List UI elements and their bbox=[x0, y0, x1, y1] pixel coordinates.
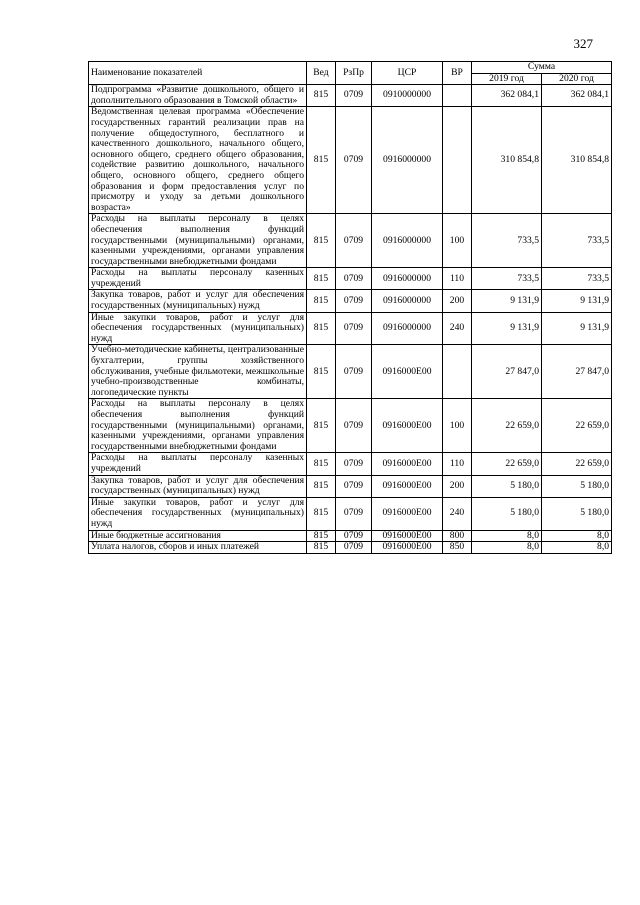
row-vr: 240 bbox=[443, 497, 472, 530]
row-name: Расходы на выплаты персоналу в целях обеспечения выполнения функций государственными (муниципальными) органами, казенными учреждениями, органами управления государственными внебюджетными фондами bbox=[89, 399, 307, 453]
row-vr: 200 bbox=[443, 290, 472, 312]
row-amount-2020: 310 854,8 bbox=[542, 107, 612, 214]
table-row bbox=[89, 453, 612, 475]
table-body bbox=[89, 85, 612, 554]
row-amount-2020: 5 180,0 bbox=[542, 475, 612, 497]
row-vr: 200 bbox=[443, 475, 472, 497]
row-amount-2019: 362 084,1 bbox=[472, 85, 542, 107]
row-ved: 815 bbox=[307, 542, 336, 554]
header-name: Наименование показателей bbox=[89, 62, 307, 85]
row-vr: 110 bbox=[443, 453, 472, 475]
row-name: Закупка товаров, работ и услуг для обеспечения государственных (муниципальных) нужд bbox=[89, 290, 307, 312]
row-amount-2019: 22 659,0 bbox=[472, 453, 542, 475]
row-rzpr: 0709 bbox=[336, 268, 372, 290]
row-amount-2020: 9 131,9 bbox=[542, 312, 612, 345]
row-vr bbox=[443, 85, 472, 107]
table-row bbox=[89, 497, 612, 530]
row-amount-2019: 8,0 bbox=[472, 542, 542, 554]
row-name: Закупка товаров, работ и услуг для обеспечения государственных (муниципальных) нужд bbox=[89, 475, 307, 497]
row-amount-2020: 27 847,0 bbox=[542, 345, 612, 399]
row-vr: 100 bbox=[443, 214, 472, 268]
row-ved: 815 bbox=[307, 497, 336, 530]
table-row bbox=[89, 530, 612, 542]
row-csr: 0916000Е00 bbox=[372, 475, 443, 497]
row-rzpr: 0709 bbox=[336, 399, 372, 453]
row-ved: 815 bbox=[307, 399, 336, 453]
row-csr: 0916000Е00 bbox=[372, 453, 443, 475]
row-amount-2020: 22 659,0 bbox=[542, 399, 612, 453]
row-name: Подпрограмма «Развитие дошкольного, общего и дополнительного образования в Томской области» bbox=[89, 85, 307, 107]
row-ved: 815 bbox=[307, 268, 336, 290]
header-rzpr: РзПр bbox=[336, 62, 372, 85]
row-csr: 0916000Е00 bbox=[372, 399, 443, 453]
row-csr: 0916000000 bbox=[372, 290, 443, 312]
table-row bbox=[89, 290, 612, 312]
page-number: 327 bbox=[573, 36, 593, 51]
row-ved: 815 bbox=[307, 290, 336, 312]
row-rzpr: 0709 bbox=[336, 107, 372, 214]
row-csr: 0916000Е00 bbox=[372, 345, 443, 399]
row-name: Иные бюджетные ассигнования bbox=[89, 530, 307, 542]
row-amount-2019: 5 180,0 bbox=[472, 475, 542, 497]
table-row bbox=[89, 85, 612, 107]
table-row bbox=[89, 399, 612, 453]
row-amount-2020: 22 659,0 bbox=[542, 453, 612, 475]
row-amount-2019: 9 131,9 bbox=[472, 290, 542, 312]
row-rzpr: 0709 bbox=[336, 312, 372, 345]
row-rzpr: 0709 bbox=[336, 290, 372, 312]
row-amount-2019: 8,0 bbox=[472, 530, 542, 542]
table-row bbox=[89, 345, 612, 399]
row-amount-2019: 5 180,0 bbox=[472, 497, 542, 530]
row-amount-2020: 733,5 bbox=[542, 268, 612, 290]
header-year-2020: 2020 год bbox=[542, 73, 612, 85]
row-ved: 815 bbox=[307, 453, 336, 475]
row-amount-2020: 733,5 bbox=[542, 214, 612, 268]
row-amount-2019: 9 131,9 bbox=[472, 312, 542, 345]
row-vr: 240 bbox=[443, 312, 472, 345]
row-rzpr: 0709 bbox=[336, 453, 372, 475]
row-rzpr: 0709 bbox=[336, 345, 372, 399]
table-row bbox=[89, 107, 612, 214]
row-csr: 0910000000 bbox=[372, 85, 443, 107]
row-rzpr: 0709 bbox=[336, 542, 372, 554]
row-csr: 0916000Е00 bbox=[372, 542, 443, 554]
row-amount-2019: 733,5 bbox=[472, 214, 542, 268]
header-vr: ВР bbox=[443, 62, 472, 85]
row-rzpr: 0709 bbox=[336, 530, 372, 542]
row-rzpr: 0709 bbox=[336, 85, 372, 107]
row-csr: 0916000Е00 bbox=[372, 497, 443, 530]
budget-table bbox=[88, 61, 612, 554]
row-name: Иные закупки товаров, работ и услуг для обеспечения государственных (муниципальных) нужд bbox=[89, 497, 307, 530]
row-rzpr: 0709 bbox=[336, 214, 372, 268]
row-name: Расходы на выплаты персоналу казенных учреждений bbox=[89, 453, 307, 475]
row-vr: 100 bbox=[443, 399, 472, 453]
row-name: Ведомственная целевая программа «Обеспечение государственных гарантий реализации прав на получение общедоступного, бесплатного и качественного дошкольного, начального общего, основного общего, среднего общего образования, содействие развитию дошкольного, начального общего, основного общего, среднего общего образования и форм предоставления услуг по присмотру и уходу за детьми дошкольного возраста» bbox=[89, 107, 307, 214]
table-header bbox=[89, 62, 612, 85]
header-sum: Сумма bbox=[472, 62, 612, 74]
row-amount-2020: 8,0 bbox=[542, 542, 612, 554]
row-name: Расходы на выплаты персоналу в целях обеспечения выполнения функций государственными (муниципальными) органами, казенными учреждениями, органами управления государственными внебюджетными фондами bbox=[89, 214, 307, 268]
table-row bbox=[89, 542, 612, 554]
row-ved: 815 bbox=[307, 530, 336, 542]
row-ved: 815 bbox=[307, 107, 336, 214]
table-row bbox=[89, 214, 612, 268]
row-amount-2019: 310 854,8 bbox=[472, 107, 542, 214]
row-amount-2020: 9 131,9 bbox=[542, 290, 612, 312]
row-ved: 815 bbox=[307, 345, 336, 399]
row-amount-2020: 8,0 bbox=[542, 530, 612, 542]
row-amount-2019: 27 847,0 bbox=[472, 345, 542, 399]
row-rzpr: 0709 bbox=[336, 497, 372, 530]
row-name: Уплата налогов, сборов и иных платежей bbox=[89, 542, 307, 554]
row-vr bbox=[443, 345, 472, 399]
row-vr bbox=[443, 107, 472, 214]
row-vr: 850 bbox=[443, 542, 472, 554]
row-csr: 0916000000 bbox=[372, 107, 443, 214]
row-vr: 110 bbox=[443, 268, 472, 290]
table-row bbox=[89, 312, 612, 345]
row-amount-2019: 733,5 bbox=[472, 268, 542, 290]
row-ved: 815 bbox=[307, 214, 336, 268]
table-row bbox=[89, 475, 612, 497]
row-csr: 0916000000 bbox=[372, 214, 443, 268]
row-csr: 0916000000 bbox=[372, 312, 443, 345]
row-csr: 0916000Е00 bbox=[372, 530, 443, 542]
header-csr: ЦСР bbox=[372, 62, 443, 85]
row-name: Расходы на выплаты персоналу казенных учреждений bbox=[89, 268, 307, 290]
row-ved: 815 bbox=[307, 312, 336, 345]
row-vr: 800 bbox=[443, 530, 472, 542]
row-ved: 815 bbox=[307, 85, 336, 107]
row-amount-2020: 362 084,1 bbox=[542, 85, 612, 107]
header-year-2019: 2019 год bbox=[472, 73, 542, 85]
row-amount-2019: 22 659,0 bbox=[472, 399, 542, 453]
row-csr: 0916000000 bbox=[372, 268, 443, 290]
row-amount-2020: 5 180,0 bbox=[542, 497, 612, 530]
row-ved: 815 bbox=[307, 475, 336, 497]
row-name: Учебно-методические кабинеты, централизованные бухгалтерии, группы хозяйственного обслуживания, учебные фильмотеки, межшкольные учебно-производственные комбинаты, логопедические пункты bbox=[89, 345, 307, 399]
header-ved: Вед bbox=[307, 62, 336, 85]
row-rzpr: 0709 bbox=[336, 475, 372, 497]
row-name: Иные закупки товаров, работ и услуг для обеспечения государственных (муниципальных) нужд bbox=[89, 312, 307, 345]
table-row bbox=[89, 268, 612, 290]
